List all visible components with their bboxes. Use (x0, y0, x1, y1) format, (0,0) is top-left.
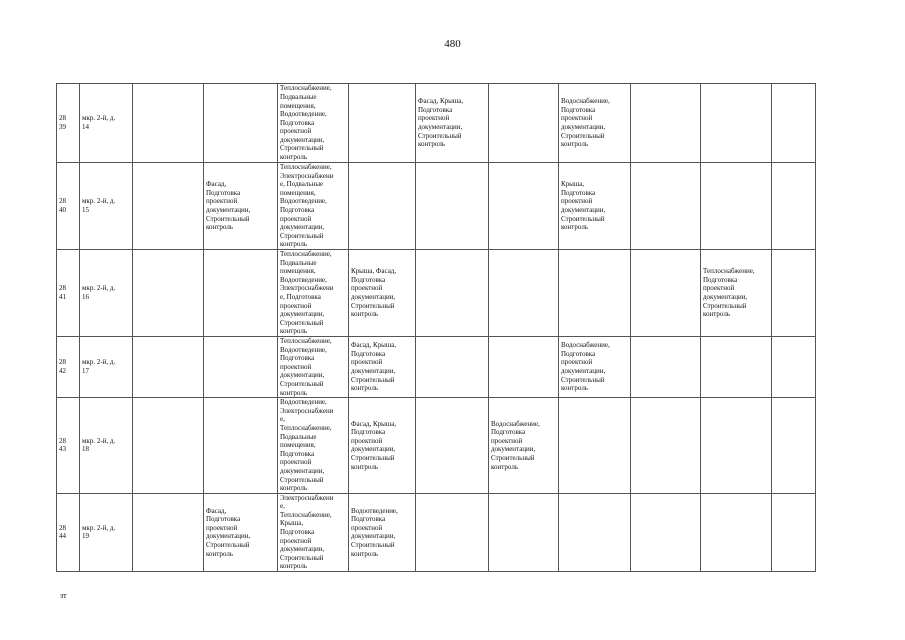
page-number: 480 (444, 38, 461, 50)
cell-line: контроль (206, 549, 234, 558)
work-cell (416, 163, 489, 250)
cell-line: контроль (280, 388, 308, 397)
cell-line: Строительный (206, 540, 250, 549)
cell-line: контроль (703, 310, 731, 319)
cell-line: Подготовка (561, 188, 596, 197)
cell-line: Строительный (351, 375, 395, 384)
work-cell (133, 250, 204, 337)
work-cell (349, 250, 416, 337)
cell-line: Электроснабжени (280, 493, 334, 502)
work-cell (489, 163, 559, 250)
cell-line: контроль (206, 223, 234, 232)
work-cell (416, 398, 489, 494)
cell-line: Подготовка (561, 105, 596, 114)
work-cell (489, 398, 559, 494)
work-cell (416, 337, 489, 398)
row-number-cell (57, 493, 80, 571)
cell-line: Строительный (280, 379, 324, 388)
work-cell (631, 84, 701, 163)
cell-line: Подготовка (280, 354, 315, 363)
cell-line: Подготовка (206, 188, 241, 197)
work-cell (772, 337, 816, 398)
cell-line: Электроснабжени (280, 171, 334, 180)
row-number-cell (57, 84, 80, 163)
cell-line: проектной (206, 523, 238, 532)
cell-line: Строительный (351, 454, 395, 463)
cell-line: Подготовка (418, 105, 453, 114)
cell-line: Подвальные (280, 92, 317, 101)
work-cell (631, 337, 701, 398)
cell-line: документации, (561, 206, 606, 214)
cell-line: Водоотведение, (280, 345, 327, 354)
cell-line: контроль (351, 549, 379, 558)
work-cell (204, 163, 278, 250)
cell-line: проектной (280, 458, 312, 467)
cell-line: проектной (351, 436, 383, 445)
cell-line: Строительный (280, 553, 324, 562)
cell-line: документации, (351, 445, 396, 454)
cell-line: Теплоснабжение, (280, 337, 332, 345)
cell-line: контроль (561, 384, 589, 393)
table-row (57, 250, 816, 337)
cell-line: Крыша, (280, 519, 304, 528)
cell-line: 28 (59, 114, 66, 123)
cell-line: контроль (280, 327, 308, 336)
address-cell (80, 84, 133, 163)
cell-line: Строительный (561, 375, 605, 384)
cell-line: документации, (703, 293, 748, 301)
cell-line: документации, (561, 123, 606, 131)
work-cell (133, 493, 204, 571)
work-cell (349, 84, 416, 163)
cell-line: документации, (280, 310, 325, 319)
work-cell (701, 398, 772, 494)
cell-line: документации, (351, 532, 396, 541)
cell-line: Фасад, (206, 180, 227, 189)
cell-line: документации, (561, 367, 606, 376)
cell-line: Водоотведение, (280, 110, 327, 119)
cell-line: Подготовка (561, 349, 596, 358)
cell-line: 40 (59, 206, 66, 214)
cell-line: Водоотведение, (280, 275, 327, 284)
cell-line: 28 (59, 436, 66, 445)
work-cell (278, 84, 349, 163)
cell-line: документации, (280, 466, 325, 475)
cell-line: документации, (418, 123, 463, 131)
row-number-cell (57, 250, 80, 337)
cell-line: проектной (206, 197, 238, 206)
cell-line: Фасад, Крыша, (351, 419, 397, 428)
work-schedule-table (56, 83, 816, 572)
work-cell (559, 493, 631, 571)
cell-line: контроль (418, 140, 446, 149)
cell-line: проектной (561, 114, 593, 123)
work-cell (133, 84, 204, 163)
work-cell (204, 493, 278, 571)
cell-line: Подготовка (351, 515, 386, 524)
cell-line: помещения, (280, 101, 316, 110)
cell-line: 28 (59, 358, 66, 367)
cell-line: контроль (351, 384, 379, 393)
work-cell (416, 250, 489, 337)
cell-line: помещения, (280, 267, 316, 276)
cell-line: проектной (351, 523, 383, 532)
work-cell (489, 250, 559, 337)
cell-line: е, (280, 415, 285, 424)
cell-line: Водоотведение, (280, 398, 327, 407)
cell-line: 41 (59, 293, 66, 301)
cell-line: 43 (59, 445, 66, 454)
cell-line: мкр. 2-й, д. (82, 436, 116, 445)
work-cell (631, 250, 701, 337)
cell-line: Строительный (280, 318, 324, 327)
cell-line: Подготовка (351, 275, 386, 284)
cell-line: Фасад, (206, 506, 227, 515)
cell-line: 28 (59, 523, 66, 532)
cell-line: контроль (561, 223, 589, 232)
address-cell (80, 337, 133, 398)
cell-line: 42 (59, 367, 66, 376)
cell-line: контроль (280, 484, 308, 493)
work-cell (631, 163, 701, 250)
work-cell (772, 250, 816, 337)
row-number-cell (57, 398, 80, 494)
cell-line: Строительный (280, 231, 324, 240)
cell-line: документации, (280, 223, 325, 232)
cell-line: Строительный (351, 301, 395, 310)
address-cell (80, 250, 133, 337)
cell-line: Крыша, (561, 180, 585, 189)
cell-line: Фасад, Крыша, (351, 341, 397, 350)
cell-line: Водоснабжение, (491, 419, 540, 428)
work-cell (278, 398, 349, 494)
cell-line: 17 (82, 367, 89, 376)
work-cell (631, 493, 701, 571)
cell-line: 28 (59, 197, 66, 206)
cell-line: проектной (351, 284, 383, 293)
work-cell (349, 493, 416, 571)
cell-line: мкр. 2-й, д. (82, 197, 116, 206)
table-row (57, 398, 816, 494)
cell-line: проектной (280, 362, 312, 371)
work-cell (701, 250, 772, 337)
work-cell (204, 398, 278, 494)
cell-line: 18 (82, 445, 89, 454)
work-cell (204, 337, 278, 398)
address-cell (80, 163, 133, 250)
work-cell (133, 398, 204, 494)
cell-line: Строительный (351, 540, 395, 549)
cell-line: Строительный (703, 301, 747, 310)
work-cell (133, 337, 204, 398)
cell-line: 19 (82, 532, 89, 541)
cell-line: 14 (82, 123, 89, 131)
work-cell (416, 493, 489, 571)
cell-line: контроль (351, 462, 379, 471)
cell-line: помещения, (280, 441, 316, 450)
cell-line: Теплоснабжение, (703, 267, 755, 276)
work-cell (559, 398, 631, 494)
address-cell (80, 398, 133, 494)
cell-line: 16 (82, 293, 89, 301)
cell-line: проектной (280, 301, 312, 310)
cell-line: Подвальные (280, 432, 317, 441)
table-row (57, 163, 816, 250)
cell-line: документации, (351, 293, 396, 301)
cell-line: Водоотведение, (351, 506, 398, 515)
cell-line: Водоснабжение, (561, 97, 610, 106)
work-cell (772, 398, 816, 494)
cell-line: документации, (280, 371, 325, 380)
cell-line: Подготовка (280, 449, 315, 458)
cell-line: Подготовка (280, 118, 315, 127)
work-cell (631, 398, 701, 494)
work-cell (559, 250, 631, 337)
cell-line: проектной (561, 197, 593, 206)
work-cell (278, 493, 349, 571)
cell-line: Теплоснабжение, (280, 510, 332, 519)
cell-line: проектной (280, 214, 312, 223)
work-cell (416, 84, 489, 163)
cell-line: Строительный (561, 214, 605, 223)
cell-line: контроль (351, 310, 379, 319)
cell-line: Строительный (280, 144, 324, 153)
cell-line: мкр. 2-й, д. (82, 358, 116, 367)
work-cell (204, 84, 278, 163)
work-cell (204, 250, 278, 337)
cell-line: 44 (59, 532, 66, 541)
cell-line: Подвальные (280, 258, 317, 267)
table-row (57, 493, 816, 571)
work-cell (278, 163, 349, 250)
cell-line: е, Подвальные (280, 180, 324, 189)
work-cell (701, 163, 772, 250)
cell-line: помещения, (280, 188, 316, 197)
cell-line: Теплоснабжение, (280, 84, 332, 93)
cell-line: контроль (280, 562, 308, 571)
cell-line: е, (280, 502, 285, 511)
cell-line: Строительный (491, 454, 535, 463)
work-cell (701, 493, 772, 571)
cell-line: проектной (280, 536, 312, 545)
cell-line: 39 (59, 123, 66, 131)
cell-line: Подготовка (280, 206, 315, 214)
work-cell (772, 84, 816, 163)
work-cell (701, 337, 772, 398)
work-cell (772, 493, 816, 571)
work-cell (349, 398, 416, 494)
work-cell (278, 250, 349, 337)
footer-mark: зт (60, 591, 67, 600)
table-row (57, 84, 816, 163)
cell-line: документации, (280, 135, 325, 144)
work-cell (489, 493, 559, 571)
cell-line: документации, (206, 206, 251, 214)
cell-line: Водоснабжение, (561, 341, 610, 350)
cell-line: Крыша, Фасад, (351, 267, 397, 276)
cell-line: проектной (491, 436, 523, 445)
address-cell (80, 493, 133, 571)
cell-line: мкр. 2-й, д. (82, 523, 116, 532)
cell-line: Теплоснабжение, (280, 250, 332, 259)
work-cell (559, 163, 631, 250)
work-cell (559, 337, 631, 398)
cell-line: Подготовка (351, 428, 386, 437)
cell-line: Подготовка (280, 528, 315, 537)
cell-line: документации, (351, 367, 396, 376)
cell-line: Подготовка (703, 275, 738, 284)
cell-line: Теплоснабжение, (280, 163, 332, 172)
cell-line: документации, (206, 532, 251, 541)
cell-line: проектной (561, 358, 593, 367)
work-cell (559, 84, 631, 163)
cell-line: Подготовка (351, 349, 386, 358)
work-cell (349, 163, 416, 250)
work-cell (489, 84, 559, 163)
cell-line: е, Подготовка (280, 293, 321, 301)
cell-line: контроль (280, 240, 308, 249)
cell-line: Теплоснабжение, (280, 423, 332, 432)
cell-line: контроль (561, 140, 589, 149)
cell-line: Водоотведение, (280, 197, 327, 206)
cell-line: проектной (703, 284, 735, 293)
cell-line: Фасад, Крыша, (418, 97, 464, 106)
table-row (57, 337, 816, 398)
work-cell (772, 163, 816, 250)
cell-line: контроль (280, 153, 308, 162)
cell-line: мкр. 2-й, д. (82, 284, 116, 293)
cell-line: документации, (491, 445, 536, 454)
cell-line: Строительный (280, 475, 324, 484)
cell-line: 28 (59, 284, 66, 293)
work-cell (133, 163, 204, 250)
work-cell (349, 337, 416, 398)
row-number-cell (57, 337, 80, 398)
cell-line: проектной (351, 358, 383, 367)
cell-line: Строительный (206, 214, 250, 223)
work-cell (489, 337, 559, 398)
work-cell (701, 84, 772, 163)
cell-line: проектной (280, 127, 312, 136)
cell-line: мкр. 2-й, д. (82, 114, 116, 123)
cell-line: Электроснабжени (280, 406, 334, 415)
cell-line: контроль (491, 462, 519, 471)
cell-line: Подготовка (206, 515, 241, 524)
work-cell (278, 337, 349, 398)
cell-line: документации, (280, 545, 325, 554)
cell-line: Строительный (561, 131, 605, 140)
cell-line: Строительный (418, 131, 462, 140)
row-number-cell (57, 163, 80, 250)
cell-line: Подготовка (491, 428, 526, 437)
cell-line: Электроснабжени (280, 284, 334, 293)
cell-line: проектной (418, 114, 450, 123)
cell-line: 15 (82, 206, 89, 214)
